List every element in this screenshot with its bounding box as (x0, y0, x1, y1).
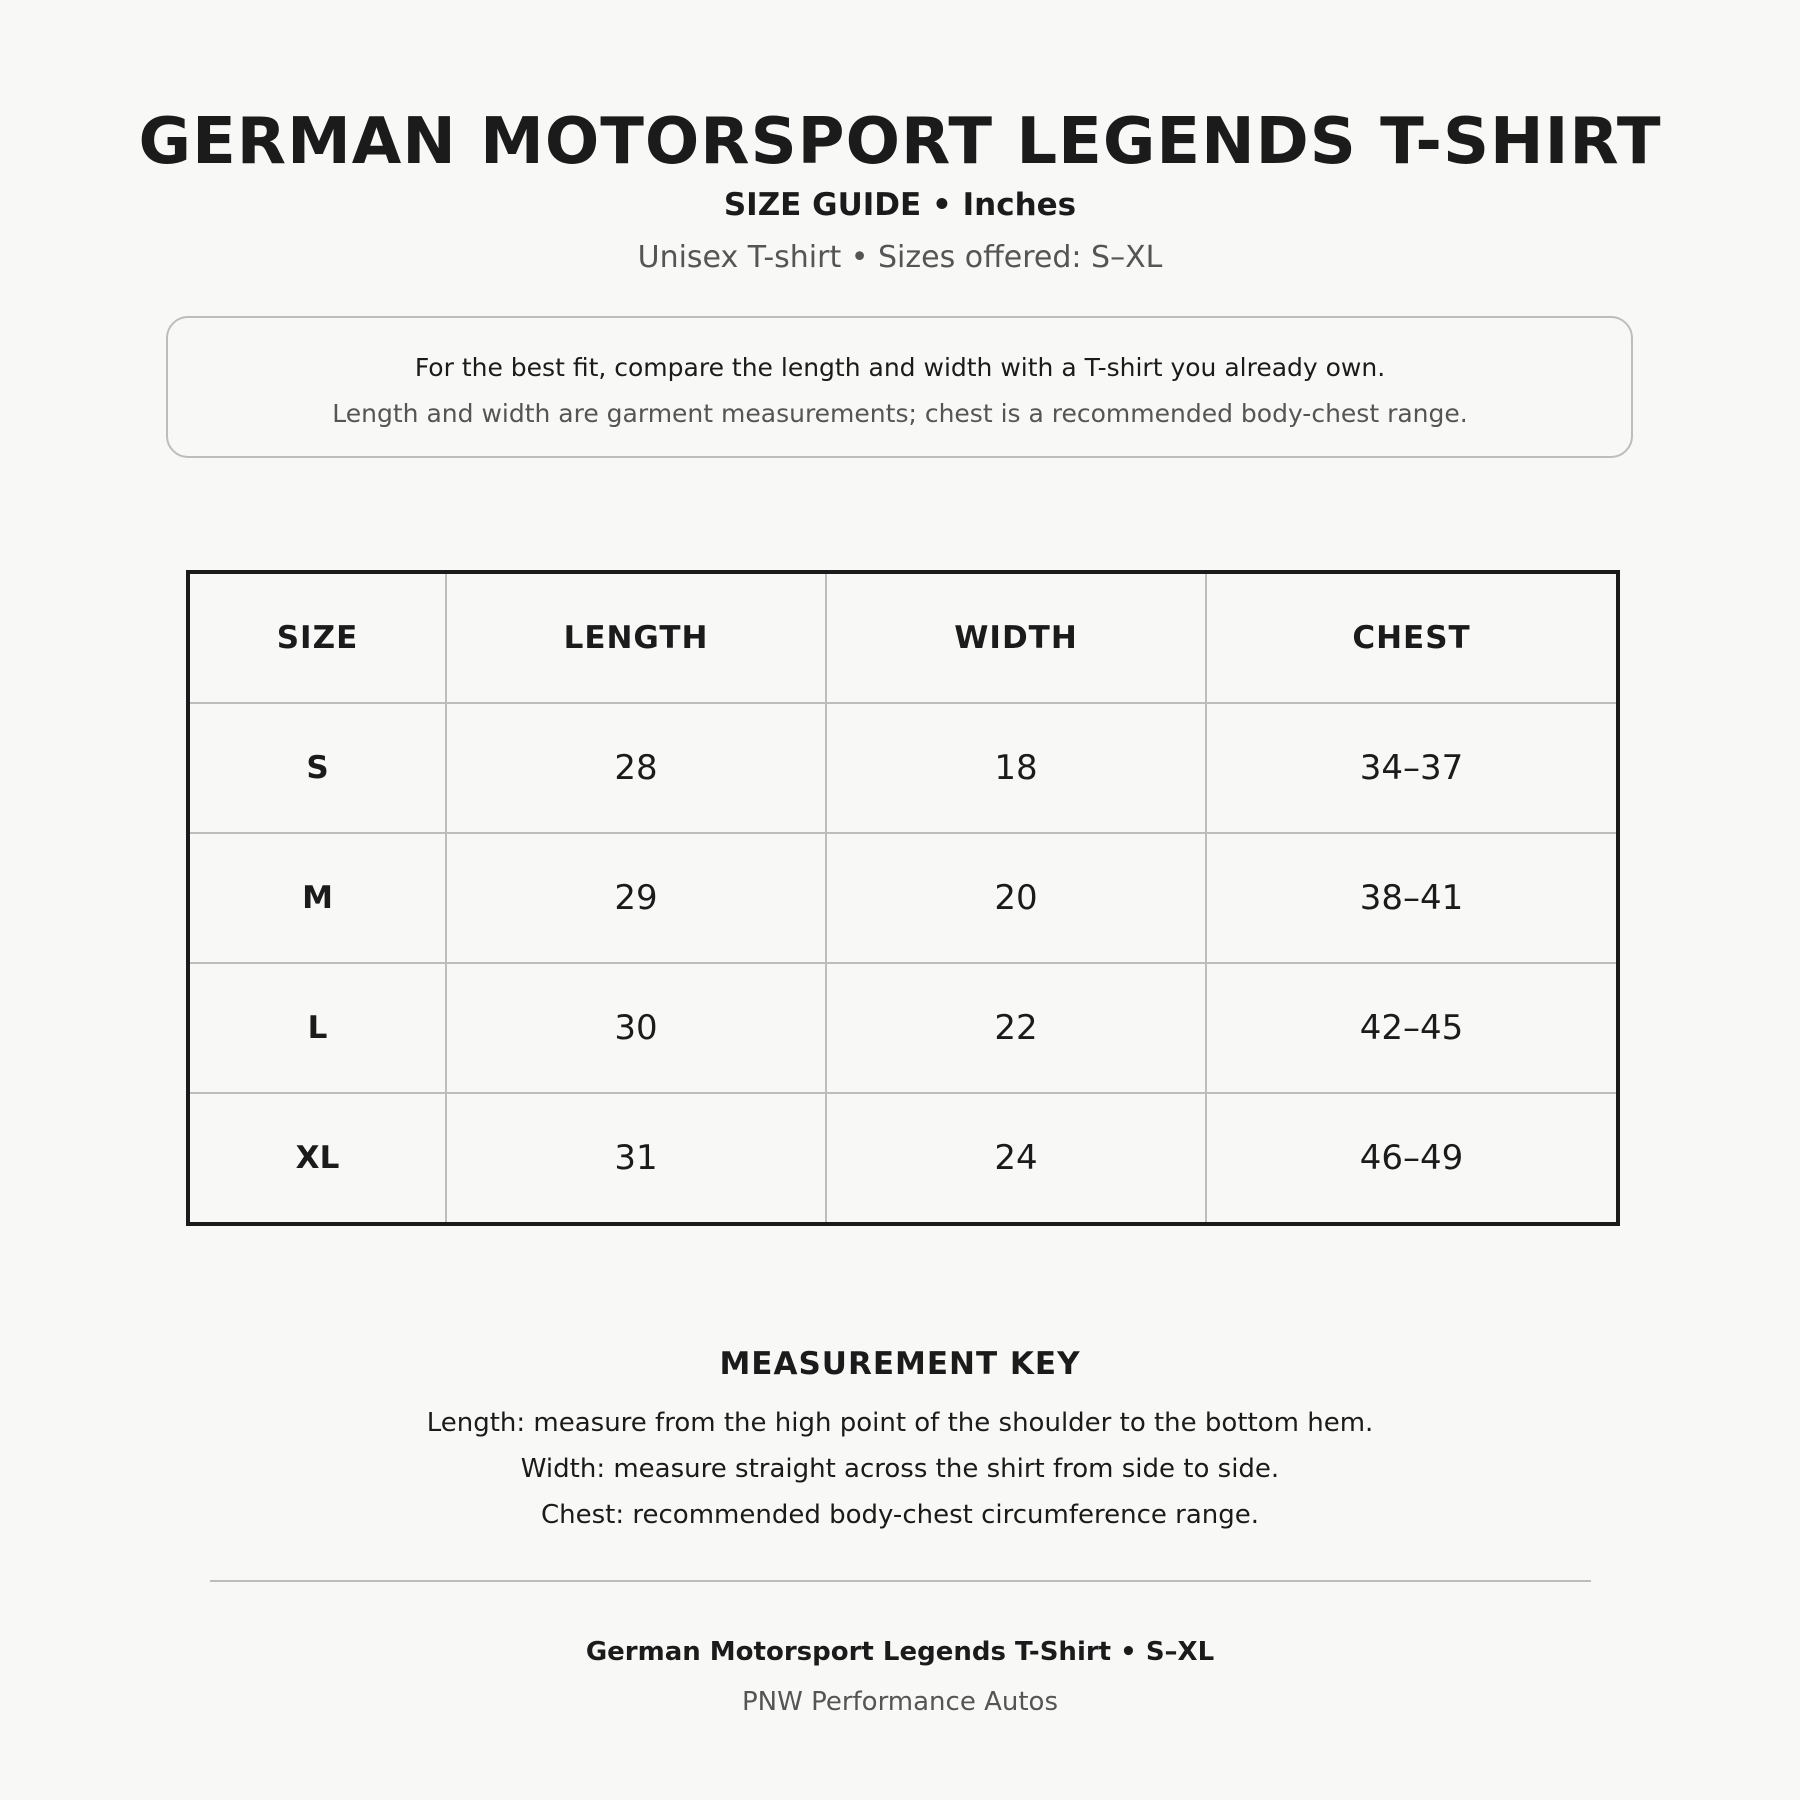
table-header-row (188, 572, 1618, 703)
column-header-width: WIDTH (826, 572, 1206, 703)
measurement-key-chest: Chest: recommended body-chest circumference range. (540, 1500, 1259, 1530)
measurement-key-width: Width: measure straight across the shirt from side to side. (520, 1454, 1280, 1484)
fit-notice-line-2: Length and width are garment measurements; chest is a recommended body-chest range. (332, 399, 1468, 428)
fit-notice-line-1: For the best fit, compare the length and width with a T-shirt you already own. (414, 353, 1386, 382)
size-cell: XL (188, 1093, 446, 1224)
length-cell: 28 (446, 703, 826, 833)
chest-cell: 42–45 (1206, 963, 1618, 1093)
page-subtitle: SIZE GUIDE • Inches (723, 187, 1077, 223)
page-tagline: Unisex T-shirt • Sizes offered: S–XL (637, 240, 1163, 275)
chest-cell: 46–49 (1206, 1093, 1618, 1224)
column-header-size: SIZE (188, 572, 446, 703)
measurement-key-heading: MEASUREMENT KEY (719, 1346, 1081, 1382)
column-header-chest: CHEST (1206, 572, 1618, 703)
size-cell: M (188, 833, 446, 963)
table-row (188, 703, 1618, 833)
page-title: GERMAN MOTORSPORT LEGENDS T-SHIRT (138, 105, 1662, 179)
chest-cell: 34–37 (1206, 703, 1618, 833)
footer-divider (210, 1580, 1591, 1582)
width-cell: 20 (826, 833, 1206, 963)
column-header-length: LENGTH (446, 572, 826, 703)
size-cell: S (188, 703, 446, 833)
width-cell: 18 (826, 703, 1206, 833)
length-cell: 29 (446, 833, 826, 963)
size-cell: L (188, 963, 446, 1093)
size-chart-table (186, 570, 1620, 1226)
table-row (188, 1093, 1618, 1224)
footer-brand-name: PNW Performance Autos (741, 1687, 1059, 1717)
measurement-key-length: Length: measure from the high point of the shoulder to the bottom hem. (426, 1408, 1374, 1438)
width-cell: 22 (826, 963, 1206, 1093)
chest-cell: 38–41 (1206, 833, 1618, 963)
length-cell: 31 (446, 1093, 826, 1224)
table-row (188, 963, 1618, 1093)
fit-notice-box (166, 316, 1633, 458)
width-cell: 24 (826, 1093, 1206, 1224)
table-row (188, 833, 1618, 963)
footer-product-title: German Motorsport Legends T-Shirt • S–XL (585, 1637, 1215, 1667)
length-cell: 30 (446, 963, 826, 1093)
